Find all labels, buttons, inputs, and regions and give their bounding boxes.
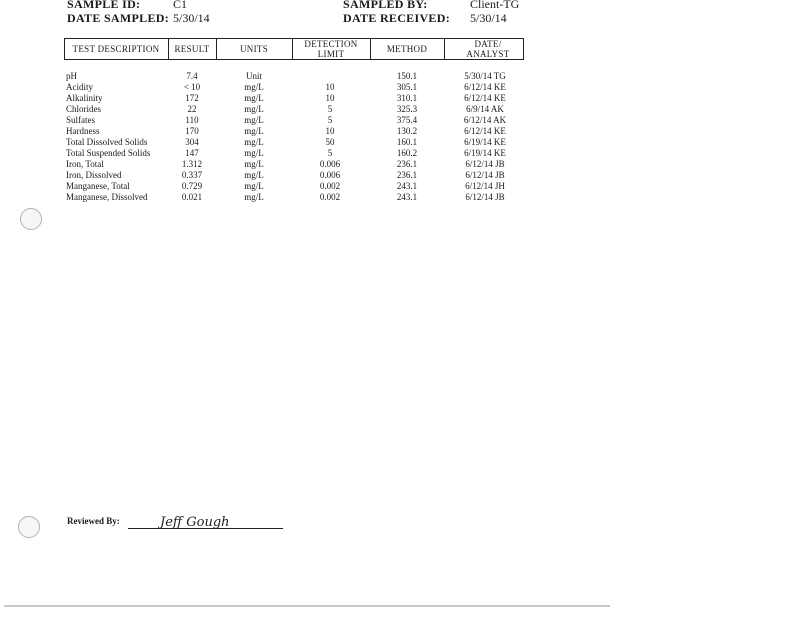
col-header-units: UNITS [240, 44, 268, 54]
cell-desc: Total Dissolved Solids [66, 137, 148, 147]
cell-date: 5/30/14 TG [464, 71, 506, 81]
cell-result: 0.729 [181, 181, 203, 191]
binder-hole [18, 516, 40, 538]
table-row [0, 137, 560, 148]
cell-det: 0.006 [319, 159, 341, 169]
cell-method: 243.1 [396, 192, 418, 202]
date-sampled-value: 5/30/14 [173, 11, 210, 25]
col-header-date-analyst: DATE/ ANALYST [466, 39, 510, 59]
cell-method: 160.2 [396, 148, 418, 158]
cell-desc: Acidity [66, 82, 93, 92]
cell-det: 0.006 [319, 170, 341, 180]
cell-method: 305.1 [396, 82, 418, 92]
results-table-body [0, 71, 560, 203]
cell-result: 7.4 [186, 71, 198, 81]
cell-date: 6/12/14 JB [465, 170, 505, 180]
cell-det: 50 [325, 137, 335, 147]
table-row [0, 104, 560, 115]
cell-det: 10 [325, 126, 335, 136]
cell-date: 6/12/14 KE [464, 93, 506, 103]
cell-det: 0.002 [319, 192, 341, 202]
date-sampled-label: DATE SAMPLED: [67, 11, 170, 25]
cell-date: 6/19/14 KE [464, 137, 506, 147]
cell-date: 6/9/14 AK [466, 104, 504, 114]
page-edge-line [4, 605, 610, 607]
cell-unit: mg/L [244, 82, 264, 92]
cell-result: 0.337 [181, 170, 203, 180]
cell-det: 10 [325, 93, 335, 103]
date-received-value: 5/30/14 [470, 11, 507, 25]
cell-method: 236.1 [396, 159, 418, 169]
cell-desc: Iron, Dissolved [66, 170, 122, 180]
binder-hole [20, 208, 42, 230]
cell-date: 6/12/14 KE [464, 126, 506, 136]
cell-date: 6/19/14 KE [464, 148, 506, 158]
col-header-test-description: TEST DESCRIPTION [72, 44, 160, 54]
cell-date: 6/12/14 JH [465, 181, 505, 191]
cell-det: 5 [327, 115, 333, 125]
sample-id-value: C1 [173, 0, 188, 11]
cell-date: 6/12/14 AK [463, 115, 507, 125]
cell-result: 304 [185, 137, 199, 147]
cell-method: 160.1 [396, 137, 418, 147]
table-row [0, 181, 560, 192]
cell-date: 6/12/14 KE [464, 82, 506, 92]
cell-det: 0.002 [319, 181, 341, 191]
table-row [0, 115, 560, 126]
cell-det: 5 [327, 104, 333, 114]
date-received-label: DATE RECEIVED: [343, 11, 450, 25]
cell-unit: Unit [245, 71, 262, 81]
cell-unit: mg/L [244, 93, 264, 103]
cell-desc: Chlorides [66, 104, 101, 114]
cell-desc: Sulfates [66, 115, 95, 125]
col-header-method: METHOD [386, 44, 428, 54]
column-divider [292, 38, 293, 60]
cell-method: 243.1 [396, 181, 418, 191]
cell-result: 110 [185, 115, 199, 125]
cell-unit: mg/L [244, 137, 264, 147]
cell-unit: mg/L [244, 192, 264, 202]
reviewed-by-label: Reviewed By: [67, 516, 120, 526]
cell-result: 147 [185, 148, 199, 158]
sampled-by-value: Client-TG [470, 0, 520, 11]
cell-method: 130.2 [396, 126, 418, 136]
cell-date: 6/12/14 JB [465, 192, 505, 202]
table-row [0, 159, 560, 170]
cell-result: 0.021 [181, 192, 203, 202]
cell-result: 22 [187, 104, 197, 114]
table-row [0, 170, 560, 181]
cell-result: 170 [185, 126, 199, 136]
sample-id-label: SAMPLE ID: [67, 0, 141, 11]
cell-unit: mg/L [244, 126, 264, 136]
cell-det: 5 [327, 148, 333, 158]
cell-desc: Alkalinity [66, 93, 103, 103]
table-row [0, 148, 560, 159]
cell-unit: mg/L [244, 104, 264, 114]
cell-method: 325.3 [396, 104, 418, 114]
table-row [0, 93, 560, 104]
cell-unit: mg/L [244, 115, 264, 125]
signature [158, 508, 238, 532]
cell-method: 310.1 [396, 93, 418, 103]
cell-unit: mg/L [244, 170, 264, 180]
cell-result: < 10 [183, 82, 201, 92]
cell-unit: mg/L [244, 148, 264, 158]
cell-det: 10 [325, 82, 335, 92]
signature-text: Jeff Gough [160, 515, 230, 530]
cell-desc: Iron, Total [66, 159, 104, 169]
sampled-by-label: SAMPLED BY: [343, 0, 428, 11]
table-row [0, 126, 560, 137]
cell-result: 172 [185, 93, 199, 103]
column-divider [444, 38, 445, 60]
cell-result: 1.312 [181, 159, 203, 169]
cell-method: 375.4 [396, 115, 418, 125]
cell-unit: mg/L [244, 159, 264, 169]
cell-desc: Manganese, Dissolved [66, 192, 148, 202]
cell-unit: mg/L [244, 181, 264, 191]
cell-method: 236.1 [396, 170, 418, 180]
col-header-result: RESULT [174, 44, 210, 54]
cell-desc: Hardness [66, 126, 100, 136]
cell-desc: Manganese, Total [66, 181, 130, 191]
table-row [0, 192, 560, 203]
cell-date: 6/12/14 JB [465, 159, 505, 169]
cell-method: 150.1 [396, 71, 418, 81]
col-header-detection-limit: DETECTION LIMIT [304, 39, 358, 59]
cell-desc: Total Suspended Solids [66, 148, 151, 158]
table-row [0, 71, 560, 82]
table-row [0, 82, 560, 93]
cell-desc: pH [66, 71, 77, 81]
